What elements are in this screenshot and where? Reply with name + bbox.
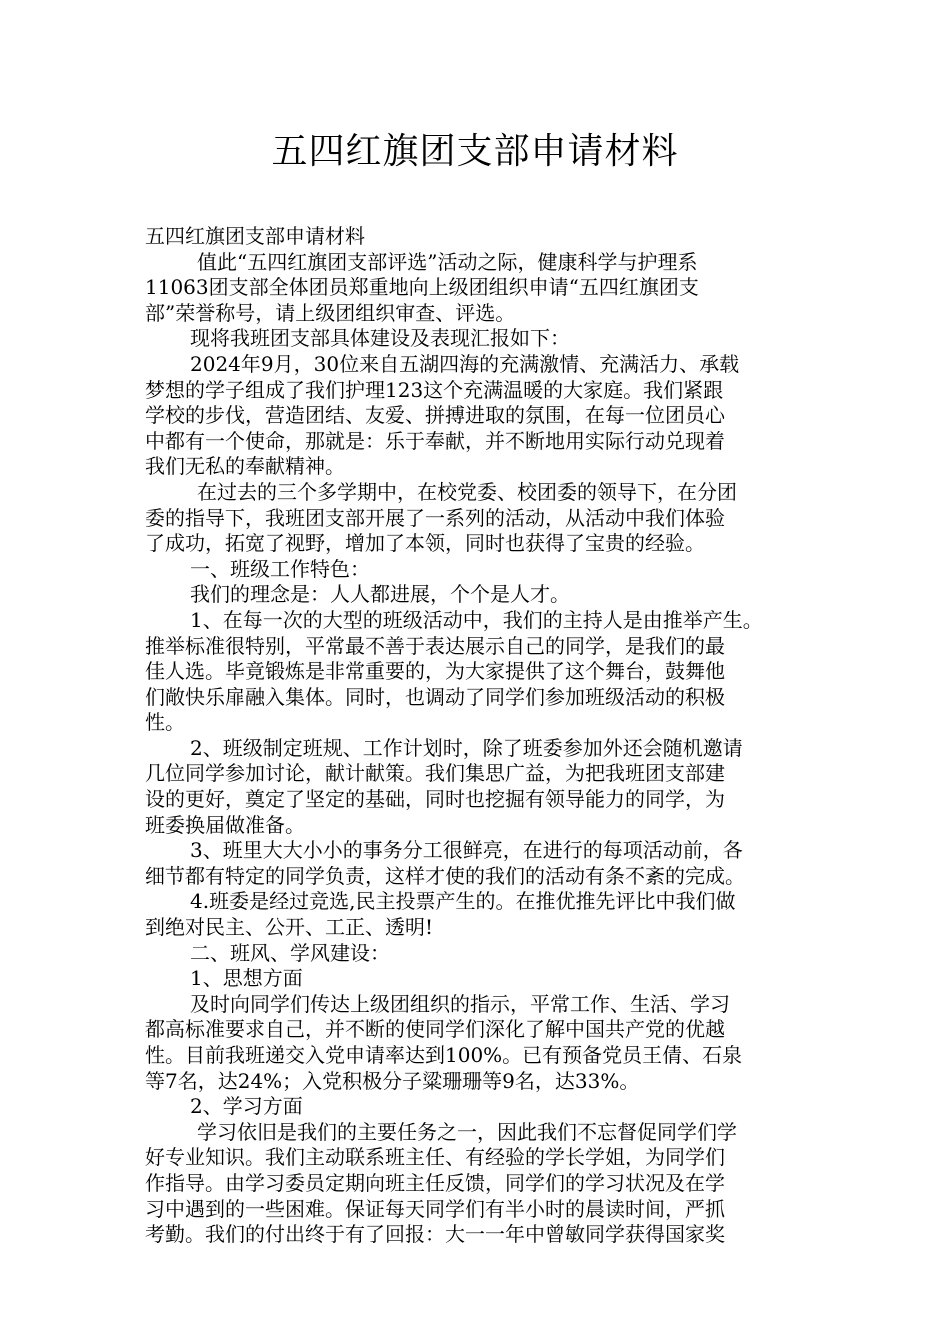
text-line: 部”荣誉称号，请上级团组织审查、评选。	[145, 300, 516, 325]
text-line: 们敞快乐扉融入集体。同时，也调动了同学们参加班级活动的积极	[145, 684, 725, 709]
text-line: 梦想的学子组成了我们护理123这个充满温暖的大家庭。我们紧跟	[145, 377, 724, 402]
document-body	[145, 224, 813, 1248]
text-line: 现将我班团支部具体建设及表现汇报如下：	[190, 326, 570, 351]
text-line: 一、班级工作特色：	[190, 556, 370, 581]
text-line: 性。目前我班递交入党申请率达到100%。已有预备党员王倩、石泉	[145, 1043, 743, 1067]
text-line: 2、班级制定班规、工作计划时，除了班委参加外还会随机邀请	[190, 735, 743, 760]
text-line: 学习依旧是我们的主要任务之一，因此我们不忘督促同学们学	[197, 1119, 737, 1144]
text-line: 好专业知识。我们主动联系班主任、有经验的学长学姐，为同学们	[145, 1145, 725, 1170]
text-line: 值此“五四红旗团支部评选”活动之际，健康科学与护理系	[197, 249, 698, 274]
text-line: 1、思想方面	[190, 966, 303, 991]
text-line: 我们无私的奉献精神。	[145, 454, 345, 479]
text-line: 在过去的三个多学期中，在校党委、校团委的领导下，在分团	[197, 479, 737, 504]
text-line: 细节都有特定的同学负责，这样才使的我们的活动有条不紊的完成。	[145, 863, 745, 888]
text-line: 学校的步伐，营造团结、友爱、拼搏进取的氛围，在每一位团员心	[145, 403, 725, 428]
text-line: 11063团支部全体团员郑重地向上级团组织申请“五四红旗团支	[145, 275, 699, 300]
text-line: 到绝对民主、公开、工正、透明!	[145, 915, 434, 940]
text-line: 3、班里大大小小的事务分工很鲜亮，在进行的每项活动前，各	[190, 838, 743, 863]
text-line: 中都有一个使命，那就是：乐于奉献，并不断地用实际行动兑现着	[145, 428, 725, 453]
text-line: 五四红旗团支部申请材料	[145, 224, 365, 248]
text-line: 4.班委是经过竞选,民主投票产生的。在推优推先评比中我们做	[190, 889, 736, 914]
text-line: 1、在每一次的大型的班级活动中，我们的主持人是由推举产生。	[190, 607, 763, 632]
text-line: 考勤。我们的付出终于有了回报：大一一年中曾敏同学获得国家奖	[145, 1222, 725, 1247]
text-line: 几位同学参加讨论，献计献策。我们集思广益，为把我班团支部建	[145, 761, 725, 786]
text-line: 二、班风、学风建设：	[190, 940, 390, 965]
text-line: 等7名，达24%；入党积极分子粱珊珊等9名，达33%。	[145, 1068, 640, 1093]
text-line: 班委换届做准备。	[145, 812, 305, 837]
text-line: 委的指导下，我班团支部开展了一系列的活动，从活动中我们体验	[145, 505, 725, 530]
text-line: 及时向同学们传达上级团组织的指示，平常工作、生活、学习	[190, 991, 730, 1016]
text-line: 习中遇到的一些困难。保证每天同学们有半小时的晨读时间，严抓	[145, 1196, 725, 1221]
text-line: 都高标准要求自己，并不断的使同学们深化了解中国共产党的优越	[145, 1017, 725, 1042]
text-line: 2、学习方面	[190, 1094, 303, 1119]
document-title: 五四红旗团支部申请材料	[271, 131, 679, 172]
text-line: 佳人选。毕竟锻炼是非常重要的，为大家提供了这个舞台，鼓舞他	[145, 659, 725, 684]
text-line: 了成功，拓宽了视野，增加了本领，同时也获得了宝贵的经验。	[145, 531, 705, 556]
text-line: 2024年9月，30位来自五湖四海的充满激情、充满活力、承载	[190, 351, 740, 376]
text-line: 推举标准很特别，平常最不善于表达展示自己的同学，是我们的最	[145, 633, 725, 658]
text-line: 作指导。由学习委员定期向班主任反馈，同学们的学习状况及在学	[145, 1170, 725, 1195]
text-line: 我们的理念是：人人都进展，个个是人才。	[190, 582, 570, 607]
text-line: 设的更好，奠定了坚定的基础，同时也挖掘有领导能力的同学，为	[145, 787, 725, 812]
text-line: 性。	[145, 710, 185, 735]
